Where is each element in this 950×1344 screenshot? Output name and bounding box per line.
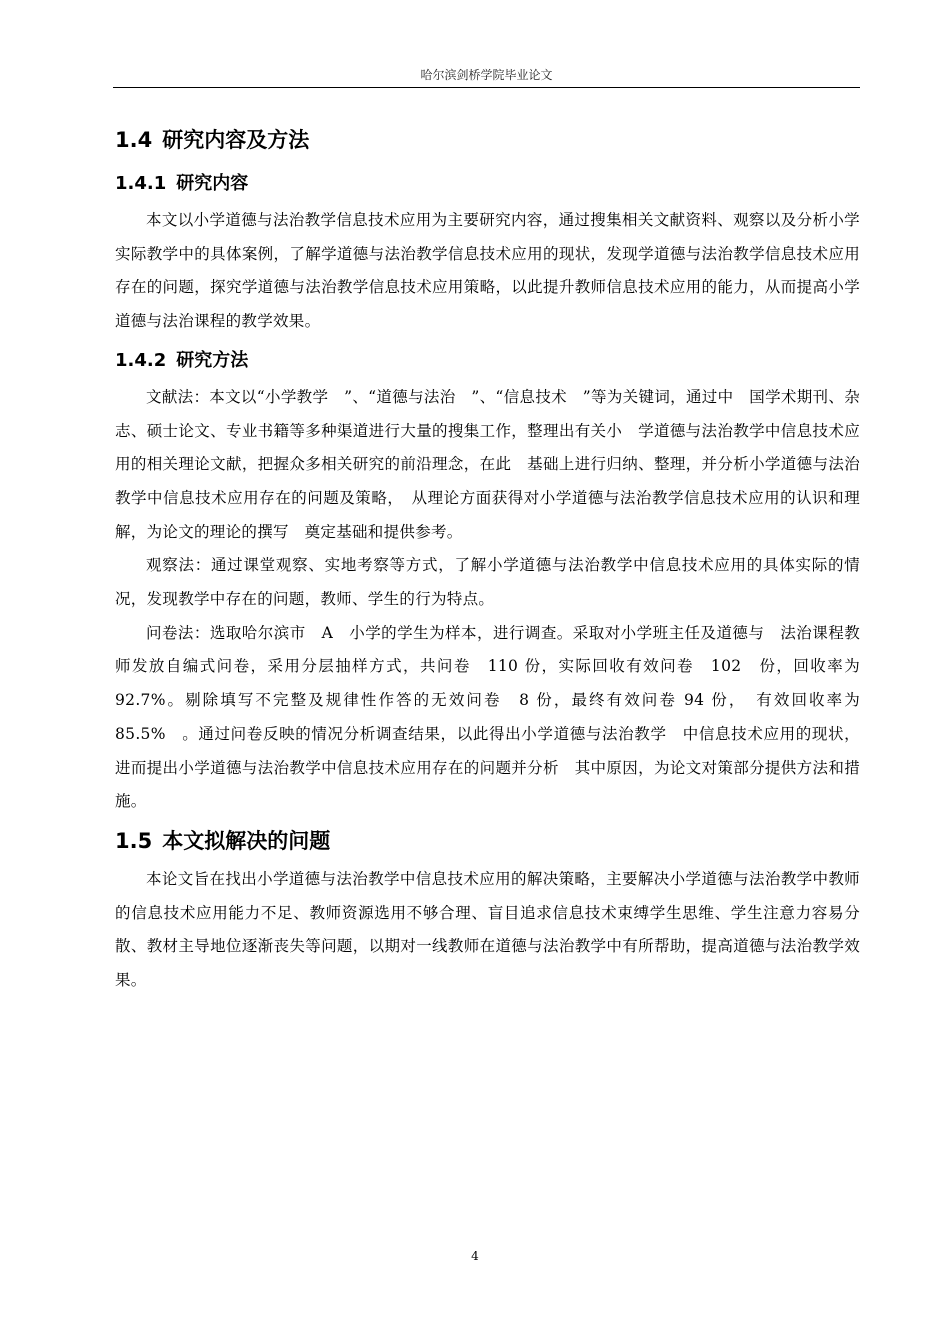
- section-number: 1.4: [115, 128, 153, 152]
- section-heading-1-4-1: [115, 164, 860, 204]
- paragraph-research-content: 本文以小学道德与法治教学信息技术应用为主要研究内容，通过搜集相关文献资料、观察以及分析小学实际教学中的具体案例，了解学道德与法治教学信息技术应用的现状，发现学道德与法治教学信息技术应用存在的问题，探究学道德与法治教学信息技术应用策略，以此提升教师信息技术应用的能力，从而提高小学道德与法治课程的教学效果。: [115, 211, 860, 331]
- section-number: 1.4.1: [115, 173, 167, 194]
- paragraph-questionnaire-method: 问卷法：选取哈尔滨市 A 小学的学生为样本，进行调查。采取对小学班主任及道德与 法治课程教师发放自编式问卷，采用分层抽样方式，共问卷 110 份，实际回收有效问卷 102 份，回收率为 92.7%。剔除填写不完整及规律性作答的无效问卷 8 份，最终有效问卷 94 份， 有效回收率为 85.5% 。通过问卷反映的情况分析调查结果，以此得出小学道德与法治教学 中信息技术应用的现状，进而提出小学道德与法治教学中信息技术应用存在的问题并分析 其中原因，为论文对策部分提供方法和措施。: [115, 623, 876, 811]
- page-body: [115, 118, 876, 998]
- section-heading-1-4-2: [115, 341, 860, 381]
- section-title: 研究内容及方法: [162, 128, 310, 152]
- header-rule: [113, 87, 860, 88]
- section-title: 本文拟解决的问题: [162, 828, 331, 853]
- section-number: 1.4.2: [115, 349, 167, 371]
- section-title: 研究内容: [176, 173, 249, 194]
- paragraph-problems-to-solve: 本论文旨在找出小学道德与法治教学中信息技术应用的解决策略，主要解决小学道德与法治教学中教师的信息技术应用能力不足、教师资源选用不够合理、盲目追求信息技术束缚学生思维、学生注意力容易分散、教材主导地位逐渐丧失等问题，以期对一线教师在道德与法治教学中有所帮助，提高道德与法治教学效果。: [115, 869, 860, 990]
- paragraph-observation-method: 观察法：通过课堂观察、实地考察等方式，了解小学道德与法治教学中信息技术应用的具体实际的情况，发现教学中存在的问题，教师、学生的行为特点。: [115, 556, 860, 609]
- page-number: 4: [471, 1249, 479, 1263]
- section-title: 研究方法: [176, 349, 249, 371]
- running-header: 哈尔滨剑桥学院毕业论文: [420, 68, 553, 82]
- section-heading-1-5: [115, 819, 860, 863]
- section-number: 1.5: [115, 828, 153, 853]
- section-heading-1-4: [115, 118, 860, 162]
- paragraph-literature-method: 文献法：本文以“小学教学 ”、“道德与法治 ”、“信息技术 ”等为关键词，通过中 国学术期刊、杂志、硕士论文、专业书籍等多种渠道进行大量的搜集工作，整理出有关小 学道德与法治教学中信息技术应用的相关理论文献，把握众多相关研究的前沿理念，在此 基础上进行归纳、整理，并分析小学道德与法治教学中信息技术应用存在的问题及策略， 从理论方面获得对小学道德与法治教学信息技术应用的认识和理解，为论文的理论的撰写 奠定基础和提供参考。: [115, 387, 860, 541]
